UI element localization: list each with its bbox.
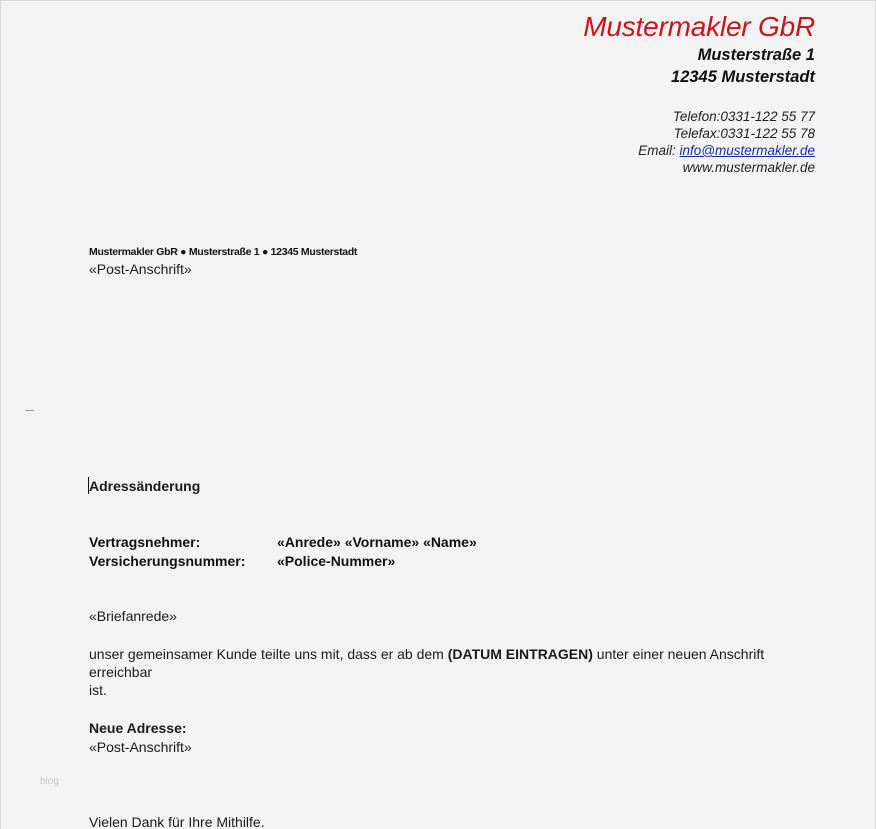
phone-line: Telefon:0331-122 55 77 <box>672 109 815 124</box>
closing-line: Vielen Dank für Ihre Mithilfe. <box>89 814 265 829</box>
email-label: Email: <box>638 143 680 158</box>
fax-line: Telefax:0331-122 55 78 <box>673 126 815 141</box>
salutation: «Briefanrede» <box>89 608 177 624</box>
subject-line: Adressänderung <box>89 478 201 494</box>
sender-return-line: Mustermakler GbR ● Musterstraße 1 ● 12345 Musterstadt <box>89 246 358 258</box>
contact-block <box>583 108 815 176</box>
company-name: Mustermakler GbR <box>583 11 815 42</box>
body-text-before: unser gemeinsamer Kunde teilte uns mit, dass er ab dem <box>89 646 448 662</box>
page-border-left <box>0 0 1 829</box>
policy-number-row <box>89 552 395 570</box>
company-city: 12345 Musterstadt <box>671 68 815 86</box>
body-text-end: ist. <box>89 682 107 698</box>
policy-number-label: Versicherungsnummer: <box>89 553 246 569</box>
body-paragraph <box>89 645 809 699</box>
website-line: www.mustermakler.de <box>682 160 815 175</box>
date-placeholder: (DATUM EINTRAGEN) <box>447 646 593 662</box>
contract-holder-value: «Anrede» «Vorname» «Name» <box>277 534 477 550</box>
company-street: Musterstraße 1 <box>697 46 815 64</box>
page-border-top <box>0 0 876 1</box>
new-address-heading: Neue Adresse: <box>89 720 187 736</box>
new-address-placeholder: «Post-Anschrift» <box>89 739 192 755</box>
email-link[interactable]: info@mustermakler.de <box>679 143 815 158</box>
fold-mark <box>25 410 34 411</box>
contract-holder-row <box>89 533 477 551</box>
watermark: blog <box>40 776 59 787</box>
email-line <box>583 142 815 159</box>
policy-number-value: «Police-Nummer» <box>277 553 396 569</box>
recipient-address-placeholder: «Post-Anschrift» <box>89 261 192 277</box>
contract-holder-label: Vertragsnehmer: <box>89 534 201 550</box>
letterhead <box>583 10 815 176</box>
body-text-after: unter einer neuen Anschrift erreichbar <box>89 646 765 680</box>
